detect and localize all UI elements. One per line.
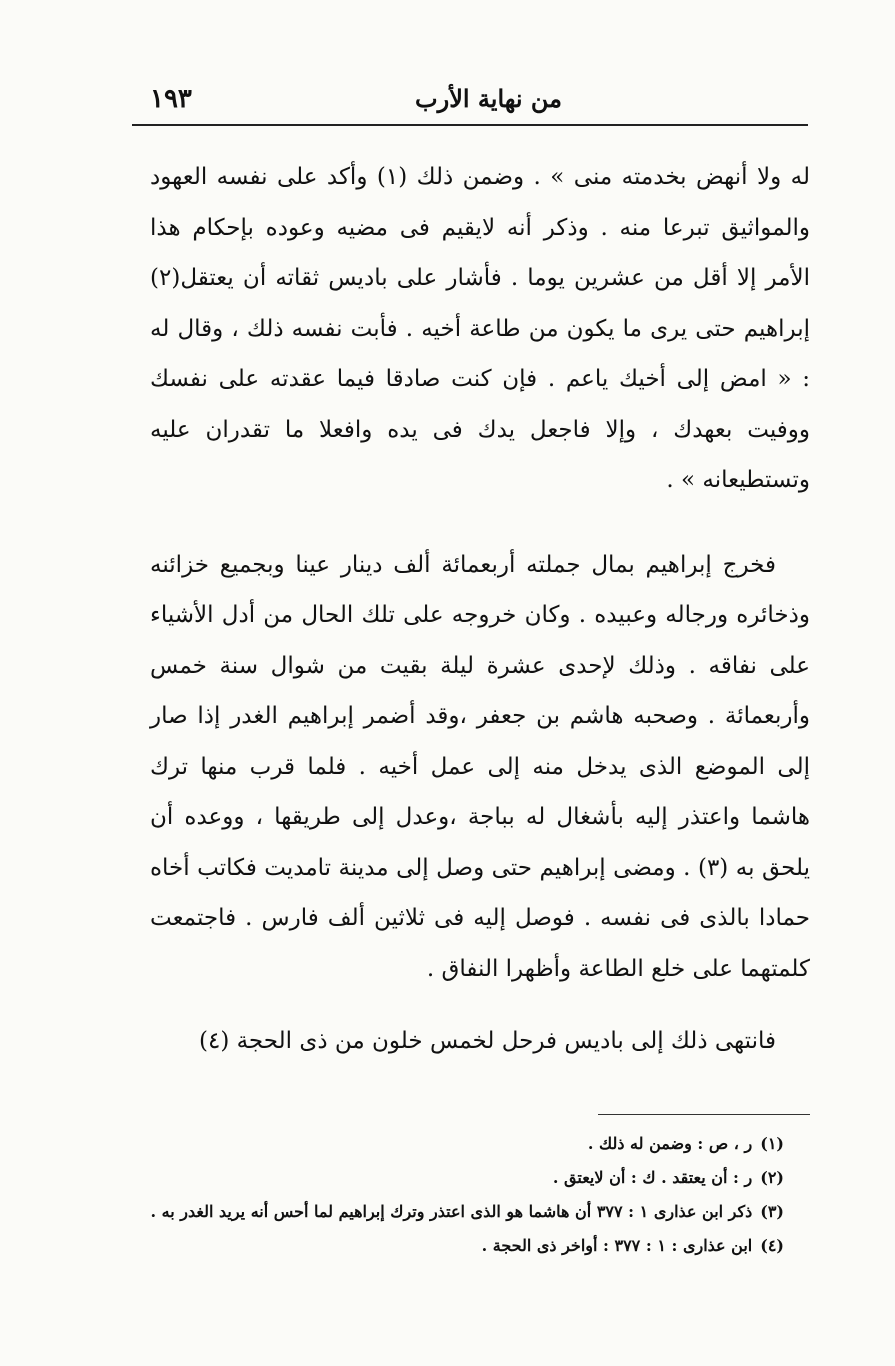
footnote-text: ابن عذارى : ١ : ٣٧٧ : أواخر ذى الحجة . [481, 1236, 753, 1255]
footnote-number: (١) [760, 1134, 784, 1153]
footnote-text: ر : أن يعتقد . ك : أن لايعتق . [552, 1168, 753, 1187]
footnote-text: ذكر ابن عذارى ١ : ٣٧٧ أن هاشما هو الذى اعتذر وترك إبراهيم لما أحس أنه يريد الغدر به . [150, 1202, 753, 1221]
running-title: من نهاية الأرب [415, 84, 562, 113]
page-number: ١٩٣ [150, 84, 192, 114]
footnote-number: (٤) [760, 1236, 784, 1255]
footnote [150, 1162, 810, 1193]
paragraph-1: له ولا أنهض بخدمته منى » . وضمن ذلك (١) وأكد على نفسه العهود والمواثيق تبرعا منه . وذكر أنه لايقيم فى مضيه وعوده بإحكام هذا الأمر إلا أقل من عشرين يوما . فأشار على باديس ثقاته أن يعتقل(٢) إبراهيم حتى يرى ما يكون من طاعة أخيه . فأبت نفسه ذلك ، وقال له : « امض إلى أخيك ياعم . فإن كنت صادقا فيما عقدته على نفسك ووفيت بعهدك ، وإلا فاجعل يدك فى يده وافعلا ما تقدران عليه وتستطيعانه » . [150, 164, 810, 493]
footnote-text: ر ، ص : وضمن له ذلك . [587, 1134, 753, 1153]
footnote-number: (٢) [760, 1168, 784, 1187]
footnote-rule [598, 1114, 810, 1115]
paragraph-2: فخرج إبراهيم بمال جملته أربعمائة ألف دينار عينا وبجميع خزائنه وذخائره ورجاله وعبيده . وكان خروجه على تلك الحال من أدل الأشياء على نفاقه . وذلك لإحدى عشرة ليلة بقيت من شوال سنة خمس وأربعمائة . وصحبه هاشم بن جعفر ،وقد أضمر إبراهيم الغدر إذا صار إلى الموضع الذى يدخل منه إلى عمل أخيه . فلما قرب منها ترك هاشما واعتذر إليه بأشغال له بباجة ،وعدل إلى طريقها ، ووعده أن يلحق به (٣) . ومضى إبراهيم حتى وصل إلى مدينة تامديت فكاتب أخاه حمادا بالذى فى نفسه . فوصل إليه فى ثلاثين ألف فارس . فاجتمعت كلمتهما على خلع الطاعة وأظهرا النفاق . [150, 551, 810, 982]
paragraph-3: فانتهى ذلك إلى باديس فرحل لخمس خلون من ذى الحجة (٤) [198, 1028, 776, 1054]
running-header [130, 82, 802, 122]
body-text [150, 152, 810, 1067]
footnote [150, 1128, 810, 1159]
footnote-number: (٣) [760, 1202, 784, 1221]
header-rule [132, 124, 808, 126]
footnote [150, 1196, 810, 1227]
footnotes [150, 1128, 810, 1264]
footnote [150, 1230, 810, 1261]
